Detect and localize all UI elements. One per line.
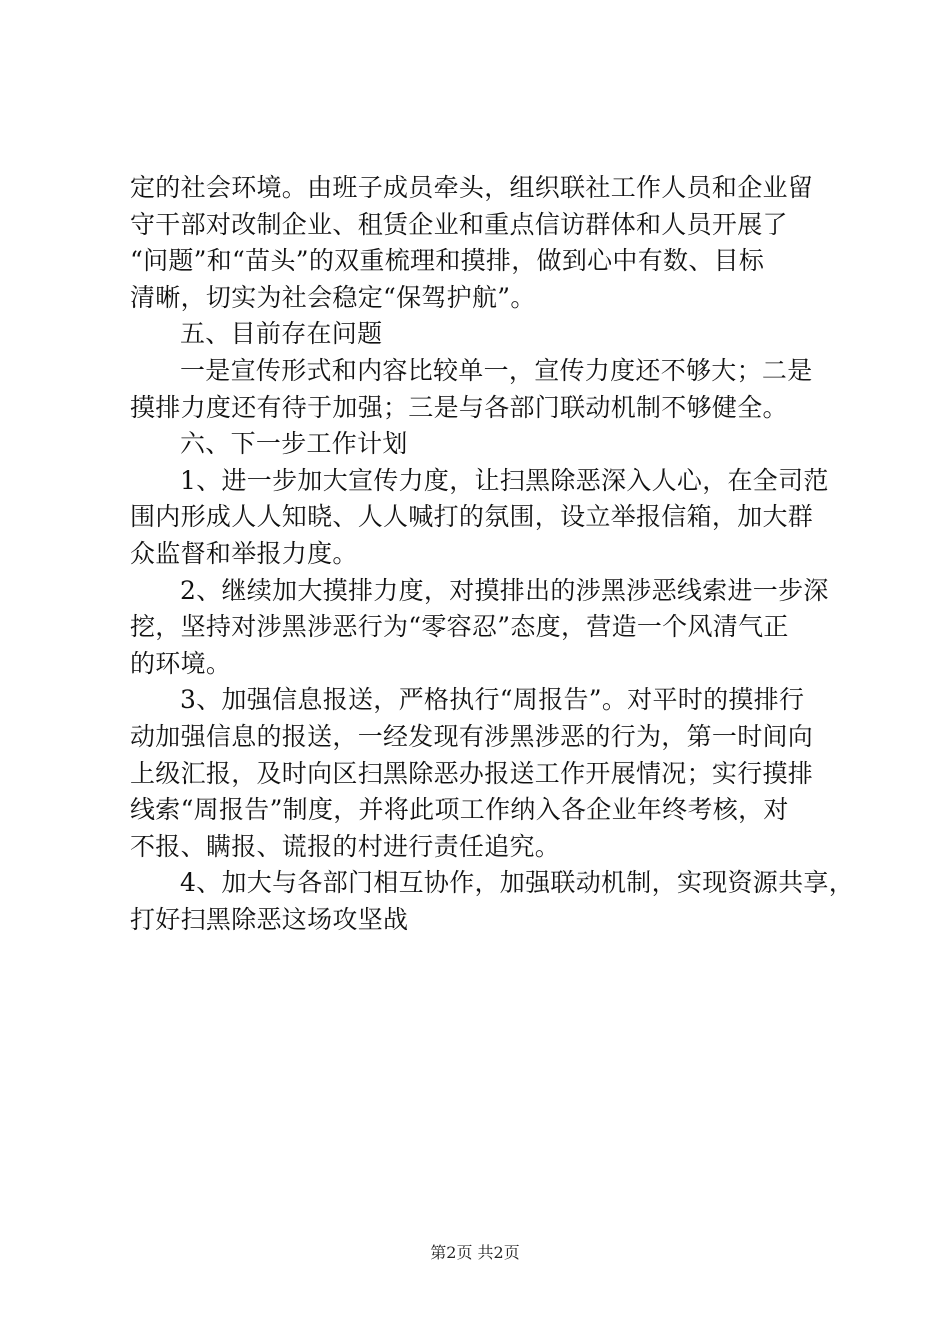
paragraph-line: 上级汇报，及时向区扫黑除恶办报送工作开展情况；实行摸排: [130, 758, 814, 788]
paragraph-line: 不报、瞒报、谎报的村进行责任追究。: [130, 831, 561, 861]
paragraph-line: 守干部对改制企业、租赁企业和重点信访群体和人员开展了: [130, 209, 788, 239]
paragraph-line: 3、加强信息报送，严格执行“周报告”。对平时的摸排行: [180, 685, 805, 715]
paragraph-line: 定的社会环境。由班子成员牵头，组织联社工作人员和企业留: [130, 173, 814, 202]
paragraph-line: 打好扫黑除恶这场攻坚战: [130, 904, 409, 934]
section-heading: 六、下一步工作计划: [180, 429, 408, 459]
paragraph-line: 摸排力度还有待于加强；三是与各部门联动机制不够健全。: [130, 392, 788, 422]
paragraph-line: 一是宣传形式和内容比较单一，宣传力度还不够大；二是: [180, 355, 813, 385]
paragraph-line: 众监督和举报力度。: [130, 538, 358, 568]
paragraph-line: 2、继续加大摸排力度，对摸排出的涉黑涉恶线索进一步深: [180, 575, 829, 605]
paragraph-line: “问题”和“苗头”的双重梳理和摸排，做到心中有数、目标: [130, 246, 765, 276]
paragraph-line: 围内形成人人知晓、人人喊打的氛围，设立举报信箱，加大群: [130, 502, 814, 532]
paragraph-line: 清晰，切实为社会稳定“保驾护航”。: [130, 282, 536, 312]
paragraph-line: 的环境。: [130, 648, 232, 678]
paragraph-line: 线索“周报告”制度，并将此项工作纳入各企业年终考核，对: [130, 795, 789, 825]
paragraph-line: 1、进一步加大宣传力度，让扫黑除恶深入人心，在全司范: [180, 465, 829, 495]
paragraph-line: 4、加大与各部门相互协作，加强联动机制，实现资源共享，: [180, 868, 855, 898]
section-heading: 五、目前存在问题: [180, 319, 383, 349]
paragraph-line: 动加强信息的报送，一经发现有涉黑涉恶的行为，第一时间向: [130, 721, 814, 751]
page-number-footer: 第2页 共2页: [430, 1243, 520, 1262]
paragraph-line: 挖，坚持对涉黑涉恶行为“零容忍”态度，营造一个风清气正: [130, 612, 789, 642]
document-body: [130, 170, 855, 938]
